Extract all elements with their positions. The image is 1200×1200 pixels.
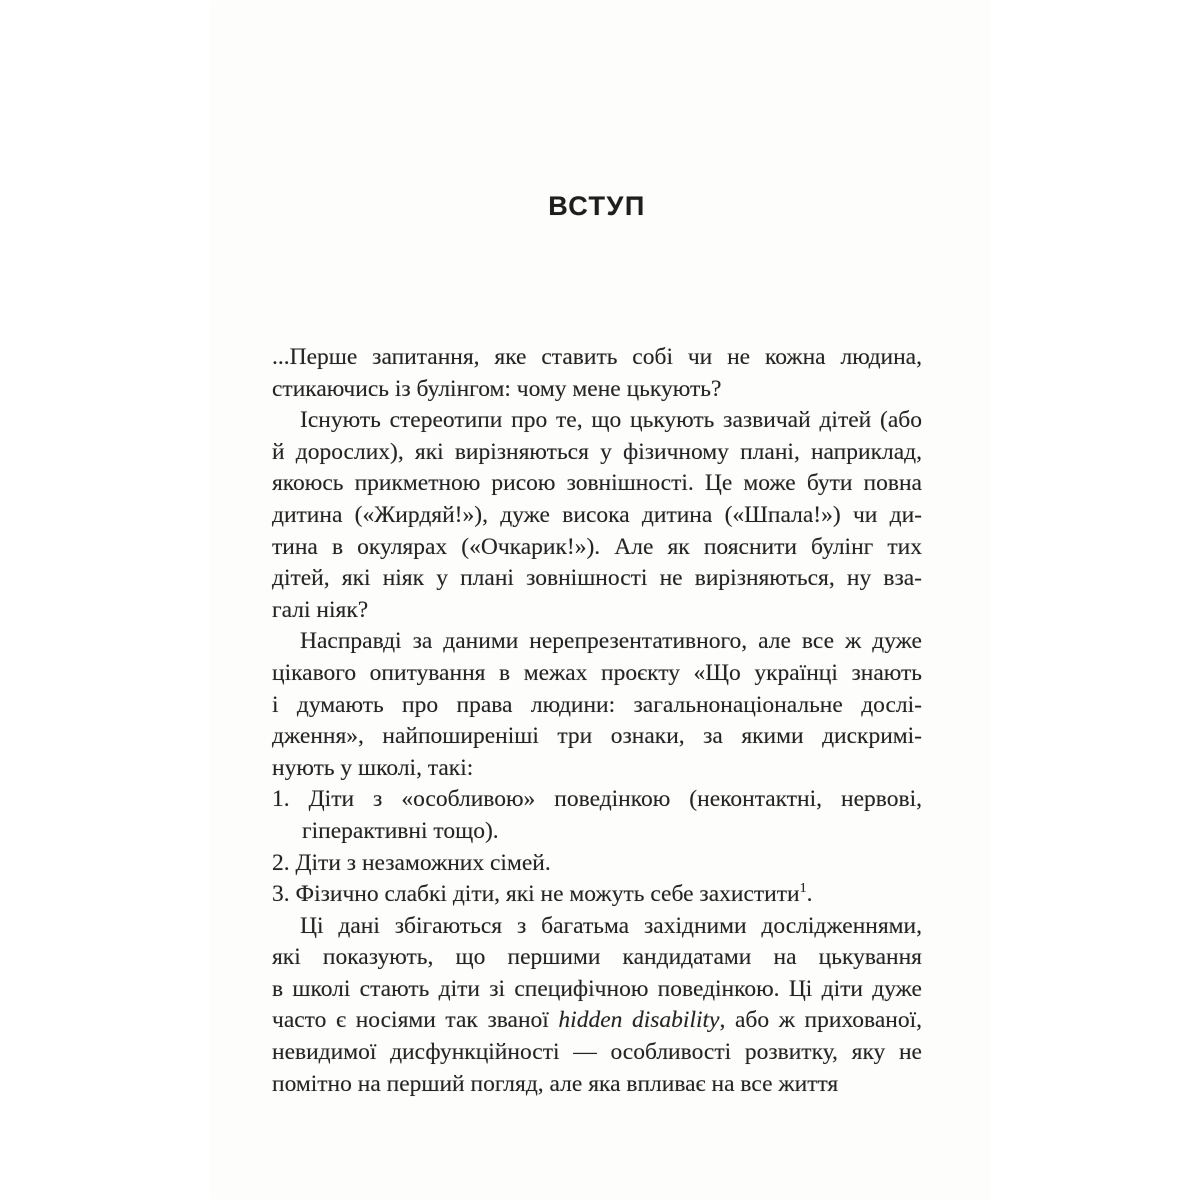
- text-run: дитина («Жирдяй!»), дуже висока дитина («Шпала!») чи ди-: [272, 501, 922, 528]
- text-run: дітей, які ніяк у плані зовнішності не вирізняються, ну вза-: [272, 565, 922, 592]
- text-run: hidden disability: [558, 1007, 720, 1034]
- text-line: [272, 911, 922, 943]
- text-run: дження», найпоширеніші три ознаки, за якими дискримі-: [272, 723, 922, 750]
- text-line: [272, 626, 922, 658]
- text-line: [272, 374, 922, 406]
- text-line: [272, 848, 922, 880]
- text-run: і думають про права людини: загальнонаціональне дослі-: [272, 691, 922, 718]
- text-line: [272, 879, 922, 911]
- text-run: гіперактивні тощо).: [302, 817, 499, 844]
- body-text: [272, 342, 922, 1100]
- text-line: [272, 690, 922, 722]
- text-line: [272, 563, 922, 595]
- text-run: Існують стереотипи про те, що цькують зазвичай дітей (або: [300, 407, 922, 434]
- footnote-ref: 1: [799, 880, 807, 897]
- text-run: невидимої дисфункційності — особливості розвитку, яку не: [272, 1039, 922, 1066]
- text-run: Насправді за даними нерепрезентативного, але все ж дуже: [300, 628, 922, 655]
- text-line: [272, 1037, 922, 1069]
- text-line: [272, 721, 922, 753]
- text-run: часто є носіями так званої: [272, 1007, 559, 1034]
- text-run: 2. Діти з незаможних сімей.: [272, 849, 551, 876]
- text-run: нують у школі, такі:: [272, 754, 474, 781]
- text-line: [272, 468, 922, 500]
- text-line: [272, 784, 922, 816]
- text-run: цікавого опитування в межах проєкту «Що українці знають: [272, 659, 922, 686]
- text-line: [272, 595, 922, 627]
- text-run: стикаючись із булінгом: чому мене цькують?: [272, 375, 722, 402]
- text-line: [272, 532, 922, 564]
- text-line: [272, 405, 922, 437]
- text-line: [272, 942, 922, 974]
- text-run: в школі стають діти зі специфічною поведінкою. Ці діти дуже: [272, 975, 922, 1002]
- text-run: якоюсь прикметною рисою зовнішності. Це може бути повна: [272, 470, 922, 497]
- page-title: ВСТУП: [548, 191, 646, 222]
- text-line: [272, 1069, 922, 1101]
- text-line: [272, 816, 922, 848]
- text-run: .: [806, 881, 813, 908]
- text-run: ...Перше запитання, яке ставить собі чи не кожна людина,: [272, 344, 922, 370]
- text-line: [272, 342, 922, 374]
- text-line: [272, 437, 922, 469]
- text-line: [272, 658, 922, 690]
- text-run: , або ж прихованої,: [719, 1007, 922, 1034]
- text-line: [272, 753, 922, 785]
- text-run: й дорослих), які вирізняються у фізичному плані, наприклад,: [272, 438, 922, 465]
- text-run: 1. Діти з «особливою» поведінкою (неконтактні, нервові,: [272, 786, 922, 813]
- text-line: [272, 500, 922, 532]
- text-run: Ці дані збігаються з багатьма західними дослідженнями,: [300, 912, 922, 939]
- text-run: які показують, що першими кандидатами на цькування: [272, 944, 922, 971]
- book-page: [213, 0, 988, 1200]
- text-run: 3. Фізично слабкі діти, які не можуть себе захистити: [272, 881, 800, 908]
- text-line: [272, 1005, 922, 1037]
- text-run: галі ніяк?: [272, 596, 369, 623]
- text-run: тина в окулярах («Очкарик!»). Але як пояснити булінг тих: [272, 533, 922, 560]
- text-line: [272, 974, 922, 1006]
- text-run: помітно на перший погляд, але яка впливає на все життя: [272, 1070, 839, 1097]
